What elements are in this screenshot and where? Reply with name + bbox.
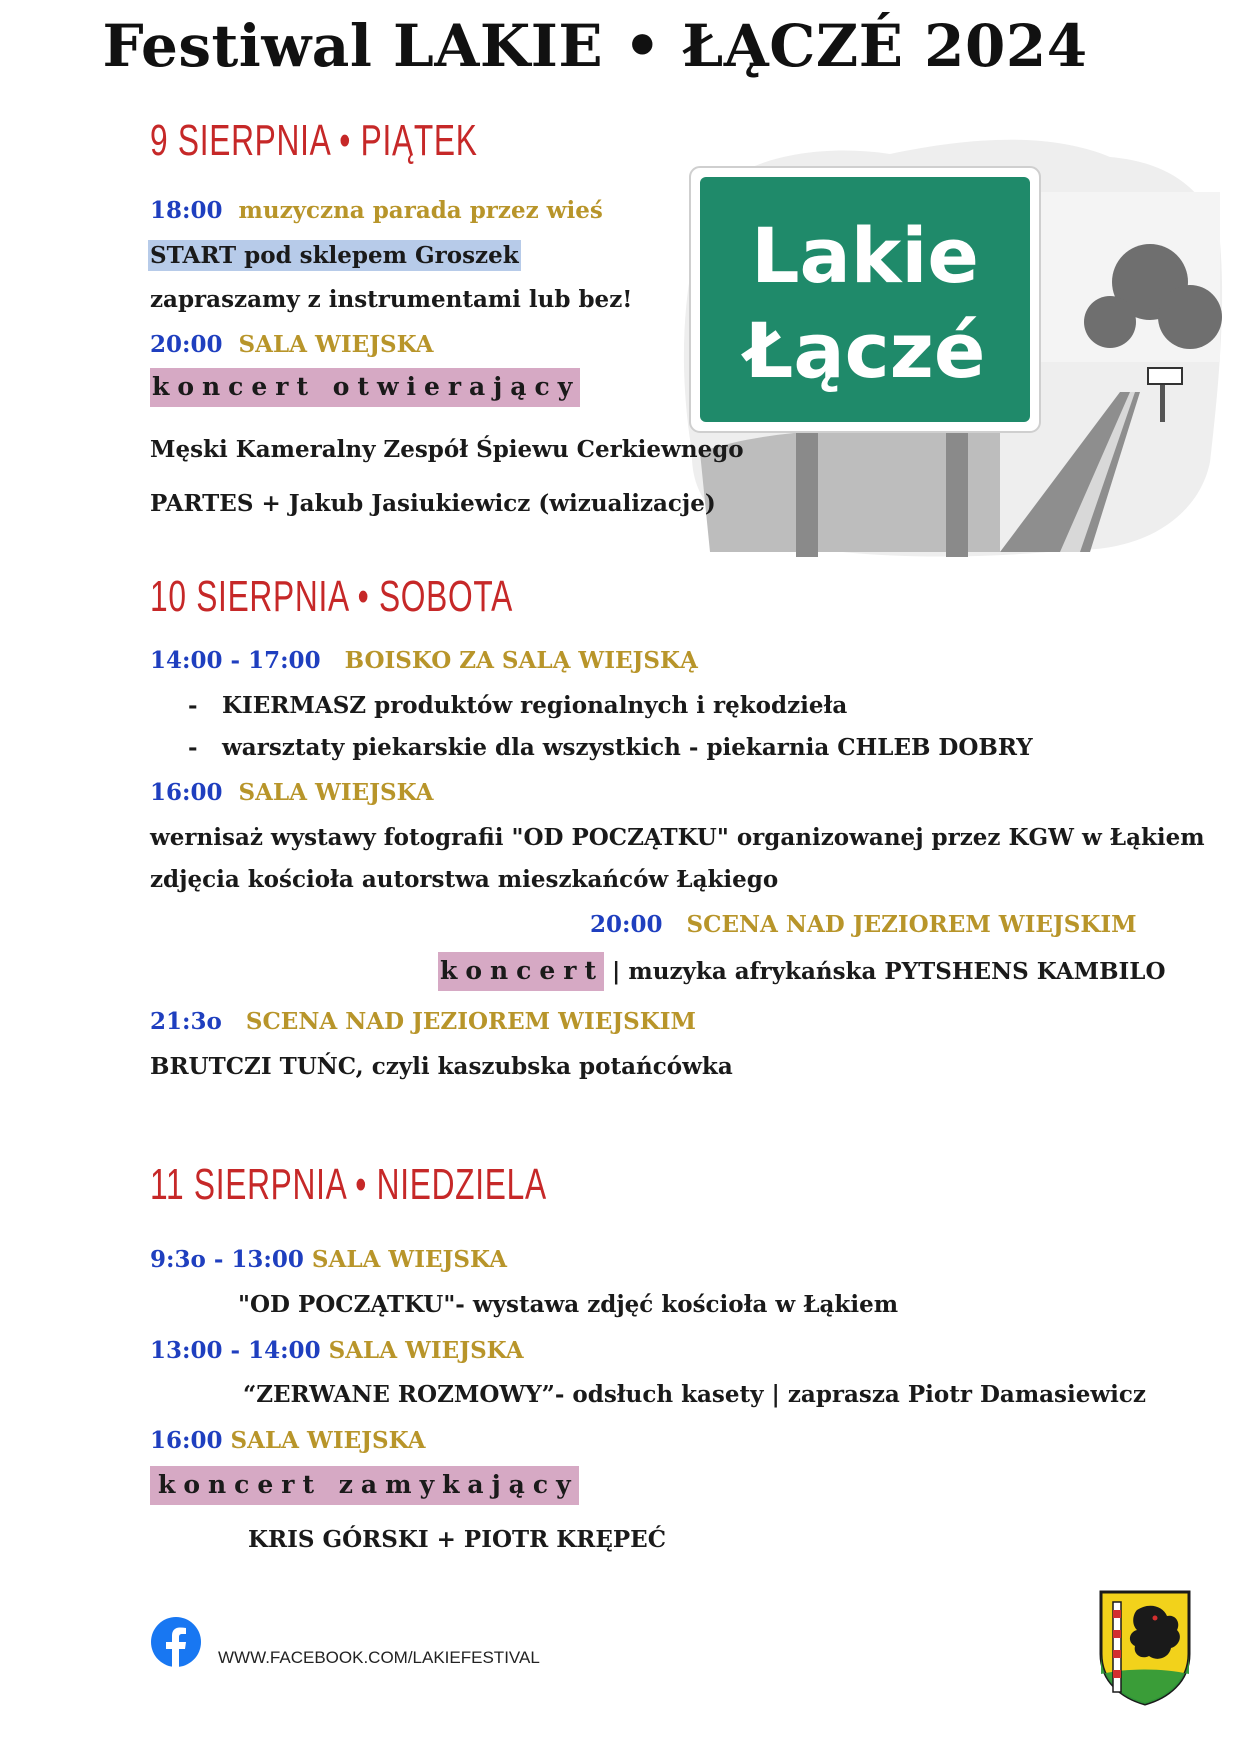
day2-concert-line xyxy=(438,956,1166,985)
sign-text-line1: Lakie xyxy=(751,211,979,300)
road-sign-illustration xyxy=(670,132,1230,562)
concert-label: koncert otwierający xyxy=(150,368,580,407)
event-time: 14:00 - 17:00 xyxy=(150,647,321,674)
day3-exhibit: "OD POCZĄTKU"- wystawa zdjęć kościoła w Łąkiem xyxy=(238,1291,899,1318)
bullet-dash: - xyxy=(188,692,198,719)
day2-event3 xyxy=(590,911,1137,938)
event-venue: SALA WIEJSKA xyxy=(238,331,434,358)
event-time: 16:00 xyxy=(150,779,223,806)
list-item-text: KIERMASZ produktów regionalnych i rękodzieła xyxy=(222,692,848,719)
event-venue: SCENA NAD JEZIOREM WIEJSKIM xyxy=(686,911,1137,938)
day3-performers: KRIS GÓRSKI + PIOTR KRĘPEĆ xyxy=(248,1526,667,1553)
day3-event1 xyxy=(150,1246,507,1273)
list-item xyxy=(188,734,1033,761)
day1-heading: 9 SIERPNIA • PIĄTEK xyxy=(150,116,478,165)
event-time: 13:00 - 14:00 xyxy=(150,1337,321,1364)
event-desc: muzyczna parada przez wieś xyxy=(238,197,603,224)
list-item-text: warsztaty piekarskie dla wszystkich - piekarnia CHLEB DOBRY xyxy=(222,734,1033,761)
day2-exhibit-line2: zdjęcia kościoła autorstwa mieszkańców Łąkiego xyxy=(150,866,779,893)
event-time: 18:00 xyxy=(150,197,223,224)
event-time: 16:00 xyxy=(150,1427,223,1454)
day2-dance: BRUTCZI TUŃC, czyli kaszubska potańcówka xyxy=(150,1053,733,1080)
concert-label: koncert zamykający xyxy=(150,1466,579,1505)
event-time: 20:00 xyxy=(150,331,223,358)
day1-event2 xyxy=(150,331,434,358)
day1-concert-label-box xyxy=(150,372,580,401)
day2-exhibit-line1: wernisaż wystawy fotografii "OD POCZĄTKU" organizowanej przez KGW w Łąkiem xyxy=(150,824,1205,851)
facebook-icon[interactable] xyxy=(150,1616,202,1668)
start-highlight: START pod sklepem Groszek xyxy=(150,242,519,269)
sign-text-line2: Łączé xyxy=(744,306,986,395)
list-item xyxy=(188,692,847,719)
day1-performer2: PARTES + Jakub Jasiukiewicz (wizualizacje) xyxy=(150,490,716,517)
coat-of-arms-icon xyxy=(1097,1588,1193,1706)
day2-event1 xyxy=(150,647,698,674)
day3-listening: “ZERWANE ROZMOWY”- odsłuch kasety | zaprasza Piotr Damasiewicz xyxy=(243,1381,1146,1408)
bullet-dash: - xyxy=(188,734,198,761)
day1-event1 xyxy=(150,197,603,224)
event-venue: SALA WIEJSKA xyxy=(328,1337,524,1364)
event-venue: BOISKO ZA SALĄ WIEJSKĄ xyxy=(344,647,698,674)
day3-concert-label-box xyxy=(150,1470,579,1499)
day3-heading: 11 SIERPNIA • NIEDZIELA xyxy=(150,1160,547,1209)
day3-event3 xyxy=(150,1427,426,1454)
event-venue: SCENA NAD JEZIOREM WIEJSKIM xyxy=(245,1008,696,1035)
day3-event2 xyxy=(150,1337,524,1364)
event-time: 21:3o xyxy=(150,1008,222,1035)
event-time: 9:3o - 13:00 xyxy=(150,1246,304,1273)
event-venue: SALA WIEJSKA xyxy=(230,1427,426,1454)
day1-start-note xyxy=(148,242,521,269)
event-time: 20:00 xyxy=(590,911,663,938)
event-venue: SALA WIEJSKA xyxy=(238,779,434,806)
concert-desc: | muzyka afrykańska PYTSHENS KAMBILO xyxy=(612,958,1166,985)
day1-invite: zapraszamy z instrumentami lub bez! xyxy=(150,286,633,313)
day2-event4 xyxy=(150,1008,696,1035)
day1-performer1: Męski Kameralny Zespół Śpiewu Cerkiewnego xyxy=(150,436,744,463)
event-venue: SALA WIEJSKA xyxy=(311,1246,507,1273)
page-title: Festiwal LAKIE • ŁĄCZÉ 2024 xyxy=(102,12,1088,80)
facebook-link[interactable]: WWW.FACEBOOK.COM/LAKIEFESTIVAL xyxy=(218,1648,540,1667)
day2-event2 xyxy=(150,779,434,806)
concert-label: koncert xyxy=(438,952,604,991)
day2-heading: 10 SIERPNIA • SOBOTA xyxy=(150,572,513,621)
